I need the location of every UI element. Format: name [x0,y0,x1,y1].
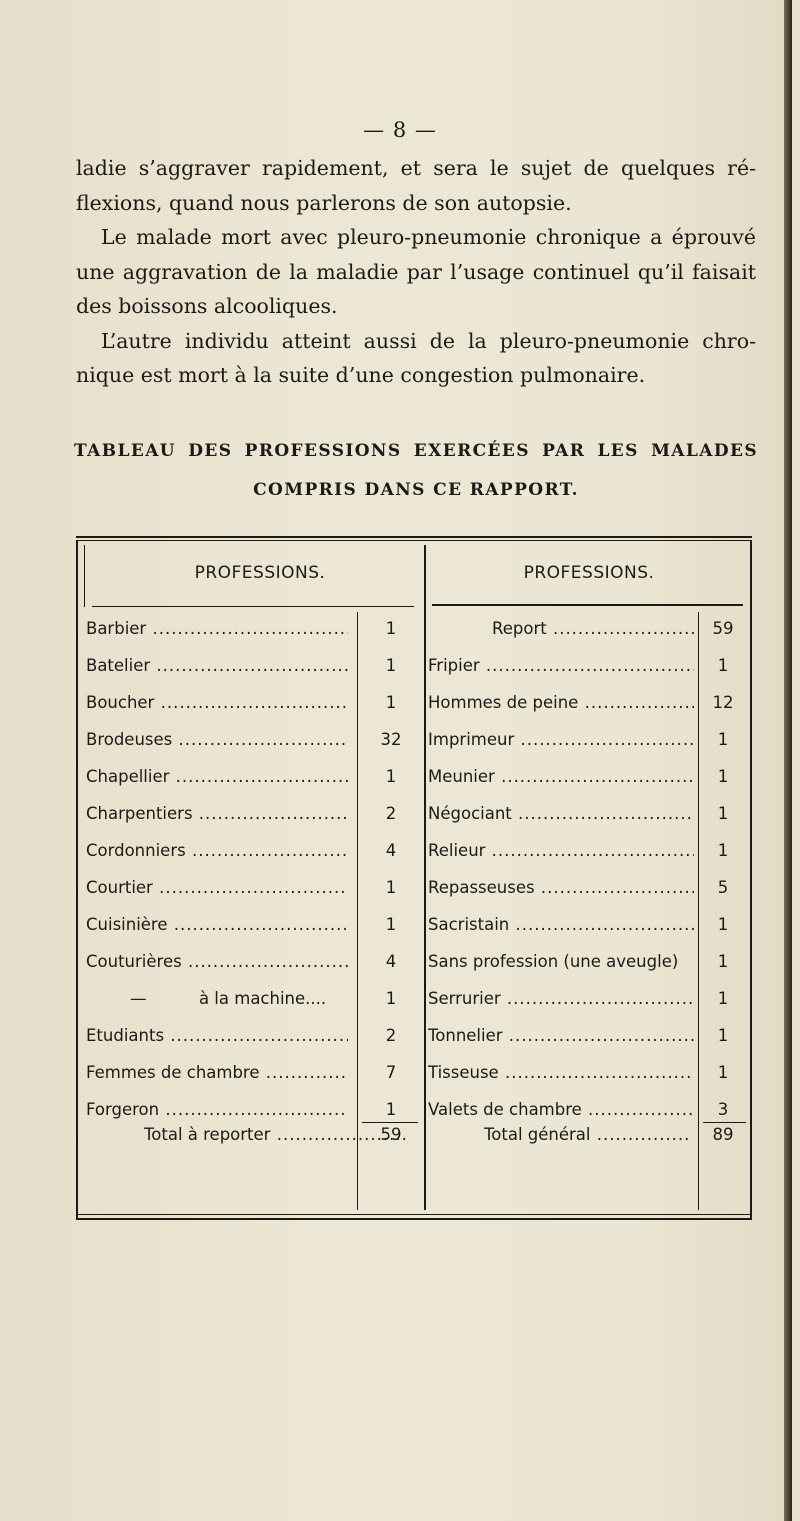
right-profession-count: 3 [717,1100,729,1119]
right-profession-count: 12 [712,693,734,712]
right-column-header: PROFESSIONS. [523,563,655,583]
table-top-rule-inner [76,540,752,541]
right-profession-count: 1 [717,915,729,934]
right-profession-name: Relieur ..... [428,841,694,860]
right-table-row [426,915,750,951]
left-profession-count: 2 [385,804,397,823]
left-profession-count: 4 [385,952,397,971]
left-header-rule [92,606,414,607]
right-table-row [426,804,750,840]
left-table-row [86,989,424,1025]
right-profession-name: Fripier ..... [428,656,694,675]
right-profession-name: Repasseuses ..... [428,878,694,897]
left-table-row [86,693,424,729]
right-table-row [426,878,750,914]
right-profession-count: 1 [717,952,729,971]
right-total-label: Total général ..... [484,1125,692,1144]
right-profession-count: 5 [717,878,729,897]
left-profession-count: 1 [385,619,397,638]
left-profession-count: 1 [385,878,397,897]
left-table-row [86,730,424,766]
left-profession-name: Femmes de chambre ..... [86,1063,348,1082]
left-table-row [86,1026,424,1062]
right-profession-count: 1 [717,804,729,823]
right-profession-name: Négociant ..... [428,804,694,823]
right-table-row [426,841,750,877]
left-column-header: PROFESSIONS. [194,563,326,583]
right-table-row [426,693,750,729]
right-table-row [426,767,750,803]
right-table-row [426,619,750,655]
left-table-row [86,841,424,877]
left-profession-count: 1 [385,915,397,934]
right-profession-count: 1 [717,730,729,749]
right-total-row [426,1125,750,1161]
left-table-row [86,1063,424,1099]
left-table-row [86,804,424,840]
right-profession-name: Report ..... [492,619,694,638]
left-table-row [86,767,424,803]
left-profession-count: 1 [385,656,397,675]
left-profession-count: 1 [385,767,397,786]
paragraph-2: Le malade mort avec pleuro-pneumonie chronique a éprouvé une aggravation de la maladie par l’usage continuel qu’il faisait des boissons alcooliques. [76,225,756,318]
right-profession-count: 1 [717,989,729,1008]
left-profession-count: 1 [385,1100,397,1119]
right-profession-name: Valets de chambre ..... [428,1100,694,1119]
left-profession-name: — à la machine.... [130,989,327,1008]
right-profession-count: 1 [717,841,729,860]
right-profession-count: 1 [717,656,729,675]
left-table-row [86,619,424,655]
left-profession-name: Chapellier ..... [86,767,348,786]
left-profession-count: 4 [385,841,397,860]
right-profession-name: Meunier ..... [428,767,694,786]
right-table-row [426,989,750,1025]
table-bottom-rule [76,1218,752,1220]
left-total-row [86,1125,426,1161]
left-profession-count: 32 [380,730,402,749]
header-left-inner-border [84,545,85,607]
table-bottom-rule-inner [76,1214,752,1215]
left-total-label: Total à reporter ..... [144,1125,406,1144]
left-profession-name: Forgeron ..... [86,1100,348,1119]
body-text [76,151,756,393]
left-profession-count: 1 [385,693,397,712]
left-profession-count: 7 [385,1063,397,1082]
right-profession-count: 1 [717,1063,729,1082]
right-profession-name: Hommes de peine ..... [428,693,694,712]
right-table-row [426,656,750,692]
right-total-value: 89 [712,1125,734,1144]
paragraph-3: L’autre individu atteint aussi de la pleuro-pneumonie chro- nique est mort à la suite d’une congestion pulmonaire. [76,328,756,387]
page-number: — 8 — [363,118,437,142]
left-profession-count: 2 [385,1026,397,1045]
table-right-border [750,540,752,1218]
table-left-border [76,540,78,1218]
left-profession-name: Courtier ..... [86,878,348,897]
left-profession-name: Boucher ..... [86,693,348,712]
right-table-row [426,1063,750,1099]
right-profession-name: Serrurier ..... [428,989,694,1008]
right-profession-name: Tonnelier ..... [428,1026,694,1045]
left-profession-name: Charpentiers ..... [86,804,348,823]
left-profession-name: Etudiants ..... [86,1026,348,1045]
left-table-row [86,952,424,988]
right-profession-count: 59 [712,619,734,638]
left-table-row [86,656,424,692]
left-profession-name: Cuisinière ..... [86,915,348,934]
left-profession-name: Brodeuses ..... [86,730,348,749]
left-total-value: 59 [380,1125,402,1144]
right-profession-name: Imprimeur ..... [428,730,694,749]
right-profession-name: Tisseuse ..... [428,1063,694,1082]
left-profession-name: Cordonniers ..... [86,841,348,860]
right-profession-count: 1 [717,767,729,786]
left-profession-name: Batelier ..... [86,656,348,675]
page-edge [784,0,792,1521]
left-profession-name: Couturières ..... [86,952,348,971]
table-title-line-2: COMPRIS DANS CE RAPPORT. [253,480,579,500]
left-table-row [86,878,424,914]
right-profession-name: Sacristain ..... [428,915,694,934]
right-table-row [426,1026,750,1062]
table-top-rule [76,536,752,538]
right-table-row [426,952,750,988]
paragraph-1: ladie s’aggraver rapidement, et sera le sujet de quelques ré- flexions, quand nous parlerons de son autopsie. [76,156,756,215]
right-profession-name: Sans profession (une aveugle) [428,952,679,971]
left-table-row [86,915,424,951]
table-title-line-1: TABLEAU DES PROFESSIONS EXERCÉES PAR LES MALADES [74,441,758,461]
right-profession-count: 1 [717,1026,729,1045]
right-table-row [426,730,750,766]
left-profession-count: 1 [385,989,397,1008]
left-profession-name: Barbier ..... [86,619,348,638]
right-header-rule [432,604,743,606]
